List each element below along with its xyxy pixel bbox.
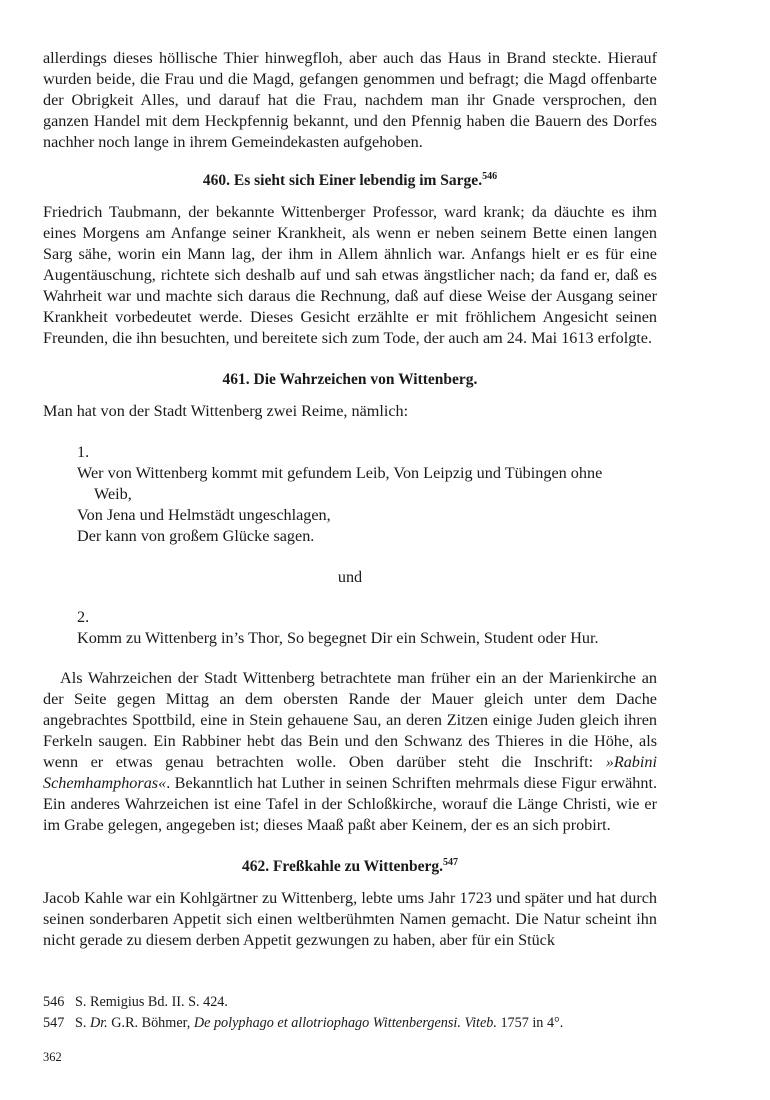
verse-1 bbox=[77, 442, 657, 547]
footnotes bbox=[43, 992, 657, 1034]
page-number: 362 bbox=[43, 1050, 62, 1064]
verse-1-line-2: Von Jena und Helmstädt ungeschlagen, bbox=[77, 506, 331, 524]
footnote-547-pre: S. bbox=[75, 1015, 90, 1031]
footnote-547-title: De polyphago et allotriophago Wittenbergensi. Viteb. bbox=[193, 1015, 497, 1031]
verse-2-line-1: Komm zu Wittenberg in’s Thor, So begegnet Dir ein Schwein, Student oder Hur. bbox=[77, 629, 599, 647]
verse-2 bbox=[77, 607, 657, 649]
footnote-547-dr: Dr. bbox=[89, 1015, 108, 1031]
footnote-546-number: 546 bbox=[43, 994, 65, 1010]
heading-461: 461. Die Wahrzeichen von Wittenberg. bbox=[222, 371, 478, 388]
verse-separator-und: und bbox=[337, 568, 363, 586]
paragraph-461-body-part1: Als Wahrzeichen der Stadt Wittenberg betrachtete man früher ein an der Marienkirche an der Seite gegen Mittag an dem obersten Rande der Mauer gleich unter dem Dache angebrachtes Spottbild, eine in Stein gehauene Sau, an deren Zitzen einige Juden gleich ihren Ferkeln saugen. Ein Rabbiner hebt das Bein und den Schwanz des Thieres in die Höhe, als wenn er etwas genau betrachten wolle. Oben darüber steht die Inschrift: bbox=[43, 669, 657, 771]
verse-1-number: 1. bbox=[77, 443, 90, 461]
paragraph-460: Friedrich Taubmann, der bekannte Wittenberger Professor, ward krank; da däuchte es ihm eines Morgens am Anfange seiner Krankheit, als wenn er neben seinem Bette einen langen Sarg sähe, worin ein Mann lag, der ihm in Allem ähnlich war. Anfangs hielt er es für eine Augentäuschung, richtete sich deshalb auf und sah etwas ängstlicher nach; da fand er, daß es Wahrheit war und machte sich daraus die Rechnung, daß auf diese Weise der Ausgang seiner Krankheit vorbedeutet werde. Dieses Gesicht erzählte er mit fröhlichem Angesicht seinen Freunden, die ihn besuchten, und bereitete sich zum Tode, der auch am 24. Mai 1613 erfolgte. bbox=[43, 203, 657, 347]
paragraph-462: Jacob Kahle war ein Kohlgärtner zu Wittenberg, lebte ums Jahr 1723 und später und hat durch seinen sonderbaren Appetit sich einen weltberühmten Namen gemacht. Die Natur scheint ihn nicht gerade zu diesem derben Appetit gezwungen zu haben, aber für ein Stück bbox=[43, 889, 657, 949]
heading-462-text: 462. Freßkahle zu Wittenberg. bbox=[241, 858, 444, 875]
verse-1-line-1: Wer von Wittenberg kommt mit gefundem Leib, Von Leipzig und Tübingen ohne bbox=[77, 464, 603, 482]
inscription-text: »Rabini Schemhamphoras« bbox=[43, 753, 657, 792]
footnote-ref-547[interactable]: 547 bbox=[443, 856, 459, 868]
footnote-546 bbox=[43, 992, 657, 1013]
footnote-ref-546[interactable]: 546 bbox=[482, 170, 498, 182]
footnote-547-mid: G.R. Böhmer, bbox=[107, 1015, 194, 1031]
verse-1-line-1-cont: Weib, bbox=[94, 485, 132, 503]
verse-2-number: 2. bbox=[77, 608, 90, 626]
page-body bbox=[43, 48, 657, 951]
paragraph-intro: allerdings dieses höllische Thier hinwegfloh, aber auch das Haus in Brand steckte. Hierauf wurden beide, die Frau und die Magd, gefangen genommen und befragt; die Magd offenbarte der Obrigkeit Alles, und darauf hat die Frau, nachdem man ihr Gnade versprochen, den ganzen Handel mit dem Heckpfennig bekannt, und den Pfennig haben die Bauern des Dorfes nachher noch lange in ihrem Gemeindekasten aufgehoben. bbox=[43, 49, 657, 151]
heading-460-text: 460. Es sieht sich Einer lebendig im Sarge. bbox=[202, 172, 483, 189]
paragraph-461-body bbox=[43, 668, 657, 836]
verse-1-line-3: Der kann von großem Glücke sagen. bbox=[77, 527, 315, 545]
footnote-547 bbox=[43, 1013, 657, 1034]
paragraph-461-intro: Man hat von der Stadt Wittenberg zwei Reime, nämlich: bbox=[43, 402, 409, 420]
footnote-547-number: 547 bbox=[43, 1015, 65, 1031]
footnote-547-post: 1757 in 4°. bbox=[496, 1015, 564, 1031]
heading-462 bbox=[43, 856, 657, 877]
paragraph-461-body-part2: . Bekanntlich hat Luther in seinen Schriften mehrmals diese Figur erwähnt. Ein anderes Wahrzeichen ist eine Tafel in der Schloßkirche, worauf die Länge Christi, wie er im Grabe gelegen, angegeben ist; dieses Maaß paßt aber Keinem, der es an sich probirt. bbox=[43, 774, 657, 834]
heading-460 bbox=[43, 170, 657, 191]
footnote-546-text: S. Remigius Bd. II. S. 424. bbox=[75, 994, 228, 1010]
